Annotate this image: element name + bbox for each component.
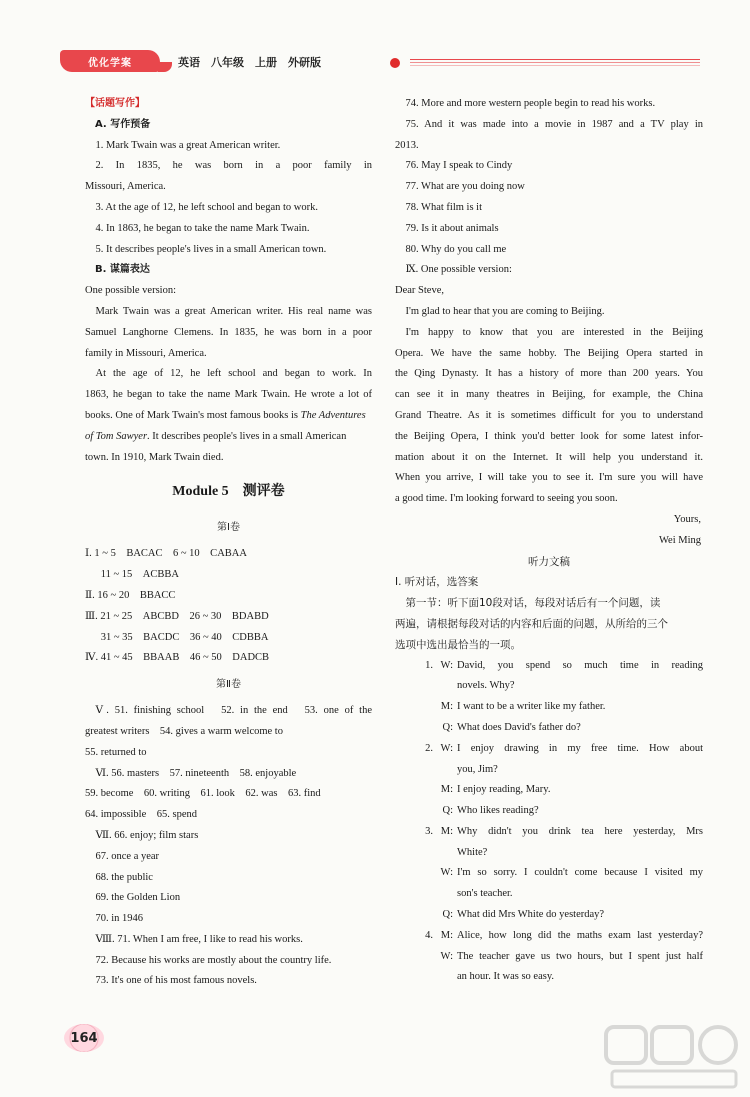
book-title: 英语 八年级 上册 外研版: [178, 56, 321, 69]
answer-line: 77. What are you doing now: [405, 181, 525, 193]
answer-line: 70. in 1946: [95, 913, 144, 925]
answer-line: Ⅷ. 71. When I am free, I like to read his works.: [95, 933, 303, 945]
text-line: of Tom Sawyer. It describes people's lives in a small American: [85, 430, 347, 442]
letter-line: a good time. I'm looking forward to seeing you soon.: [395, 493, 618, 505]
brand-logo: 优化学案: [60, 50, 160, 72]
text-line: 4. In 1863, he began to take the name Mark Twain.: [95, 222, 310, 234]
volume-title: 第Ⅱ卷: [216, 679, 241, 691]
dialogue-line: W: The teacher gave us two hours, but I spent just half: [440, 950, 703, 962]
header-rule: [410, 62, 700, 63]
page-number: 164: [64, 1024, 104, 1052]
letter-line: the Qing Dynasty. It has a history of more than 200 years. You: [395, 368, 703, 380]
left-column: [85, 94, 372, 992]
answer-line: Ⅵ. 56. masters 57. nineteenth 58. enjoyable: [95, 767, 297, 779]
text-line: 1863, he began to take the name Mark Twain. He wrote a lot of: [85, 389, 372, 401]
text-line: family in Missouri, America.: [85, 347, 207, 359]
page-header: [60, 48, 700, 78]
answer-line: Ⅸ. One possible version:: [405, 264, 512, 276]
text-line: At the age of 12, he left school and began to work. In: [95, 368, 372, 380]
text-line: 5. It describes people's lives in a small American town.: [95, 243, 327, 255]
header-rule: [410, 59, 700, 60]
letter-line: I'm glad to hear that you are coming to Beijing.: [405, 305, 605, 317]
text-line: 3. At the age of 12, he left school and began to work.: [95, 201, 318, 213]
header-dot-icon: [390, 58, 400, 68]
text-line: 2. In 1835, he was born in a poor family in: [95, 160, 372, 172]
answer-line: 59. become 60. writing 61. look 62. was 63. find: [85, 788, 321, 800]
text-line: 1. Mark Twain was a great American writer.: [95, 139, 281, 151]
text-line: books. One of Mark Twain's most famous books is The Adventures: [85, 409, 366, 421]
answer-line: 67. once a year: [95, 850, 160, 862]
right-column: [395, 94, 703, 988]
script-title: 听力文稿: [528, 555, 570, 568]
answer-line: 68. the public: [95, 871, 153, 883]
letter-line: When you arrive, I will take you to see it. I'm sure you will have: [395, 472, 703, 484]
answer-line: Ⅱ. 16 ~ 20 BBACC: [85, 589, 176, 601]
watermark-logo: [602, 1023, 742, 1093]
header-rule: [410, 65, 700, 66]
text-line: town. In 1910, Mark Twain died.: [85, 451, 224, 463]
section-title: 【话题写作】: [85, 98, 145, 109]
dialogue-line: novels. Why?: [457, 680, 515, 692]
text-line: Mark Twain was a great American writer. His real name was: [95, 305, 372, 317]
answer-line: Ⅳ. 41 ~ 45 BBAAB 46 ~ 50 DADCB: [85, 652, 270, 664]
answer-line: 72. Because his works are mostly about the country life.: [95, 954, 332, 966]
letter-greeting: Dear Steve,: [395, 285, 444, 297]
text-line: Missouri, America.: [85, 181, 166, 193]
dialogue-line: 2. W: I enjoy drawing in my free time. How about: [425, 742, 703, 754]
answer-line: Ⅰ. 1 ~ 5 BACAC 6 ~ 10 CABAA: [85, 548, 247, 560]
dialogue-line: 3. M: Why didn't you drink tea here yesterday, Mrs: [425, 825, 703, 837]
module-title: Module 5 测评卷: [172, 484, 285, 500]
dialogue-line: W: I'm so sorry. I couldn't come because I visited my: [440, 867, 703, 879]
answer-line: 80. Why do you call me: [405, 243, 507, 255]
answer-line: 64. impossible 65. spend: [85, 809, 197, 821]
part-title: Ⅰ. 听对话，选答案: [395, 576, 479, 589]
instruction-line: 第一节：听下面10段对话，每段对话后有一个问题，读: [405, 597, 661, 610]
dialogue-line: 1. W: David, you spend so much time in reading: [425, 659, 703, 671]
dialogue-line: you, Jim?: [457, 763, 498, 775]
dialogue-line: M: I want to be a writer like my father.: [440, 701, 606, 713]
answer-line: 31 ~ 35 BACDC 36 ~ 40 CDBBA: [85, 631, 269, 643]
text-line: One possible version:: [85, 285, 176, 297]
volume-title: 第Ⅰ卷: [217, 522, 240, 534]
letter-line: I'm happy to know that you are interested in the Beijing: [405, 326, 703, 338]
letter-line: mation about it on the Internet. It will help you understand it.: [395, 451, 703, 463]
dialogue-line: 4. M: Alice, how long did the maths exam last yesterday?: [425, 929, 703, 941]
letter-line: Grand Theatre. As it is sometimes difficult for you to understand: [395, 409, 703, 421]
answer-line: 78. What film is it: [405, 201, 483, 213]
answer-line: 76. May I speak to Cindy: [405, 160, 513, 172]
answer-line: 74. More and more western people begin to read his works.: [405, 98, 656, 109]
dialogue-line: White?: [457, 846, 488, 858]
letter-closing: Yours,: [673, 513, 701, 525]
answer-line: 11 ~ 15 ACBBA: [85, 569, 179, 581]
answer-line: 69. the Golden Lion: [95, 892, 181, 904]
answer-line: 73. It's one of his most famous novels.: [95, 975, 257, 987]
letter-line: the Beijing Opera, I think you'd better look for some latest infor-: [395, 430, 703, 442]
dialogue-line: M: I enjoy reading, Mary.: [440, 784, 551, 796]
answer-line: Ⅴ. 51. finishing school 52. in the end 53. one of the: [95, 705, 372, 717]
answer-line: 55. returned to: [85, 746, 147, 758]
subsection-title: A. 写作预备: [95, 118, 151, 130]
dialogue-line: Q: What did Mrs White do yesterday?: [442, 909, 605, 921]
dialogue-line: Q: Who likes reading?: [442, 805, 539, 817]
answer-line: 79. Is it about animals: [405, 222, 499, 234]
letter-signature: Wei Ming: [658, 534, 701, 546]
answer-line: Ⅲ. 21 ~ 25 ABCBD 26 ~ 30 BDABD: [85, 610, 269, 622]
text-line: Samuel Langhorne Clemens. In 1835, he was born in a poor: [85, 326, 372, 338]
letter-line: can see it in many theatres in Beijing, for example, the China: [395, 389, 703, 401]
dialogue-line: son's teacher.: [457, 888, 513, 900]
instruction-line: 两遍，请根据每段对话的内容和后面的问题，从所给的三个: [395, 617, 668, 630]
dialogue-line: Q: What does David's father do?: [442, 721, 581, 733]
instruction-line: 选项中选出最恰当的一项。: [395, 638, 521, 651]
answer-line: greatest writers 54. gives a warm welcome to: [85, 725, 283, 737]
brand-tail-decoration: [158, 62, 172, 72]
dialogue-line: an hour. It was so easy.: [457, 971, 555, 983]
answer-line: 75. And it was made into a movie in 1987 and a TV play in: [405, 118, 703, 130]
answer-line: Ⅶ. 66. enjoy; film stars: [95, 829, 199, 841]
letter-line: Opera. We have the same hobby. The Beijing Opera started in: [395, 347, 703, 359]
answer-line: 2013.: [395, 139, 419, 151]
subsection-title: B. 谋篇表达: [95, 264, 150, 276]
